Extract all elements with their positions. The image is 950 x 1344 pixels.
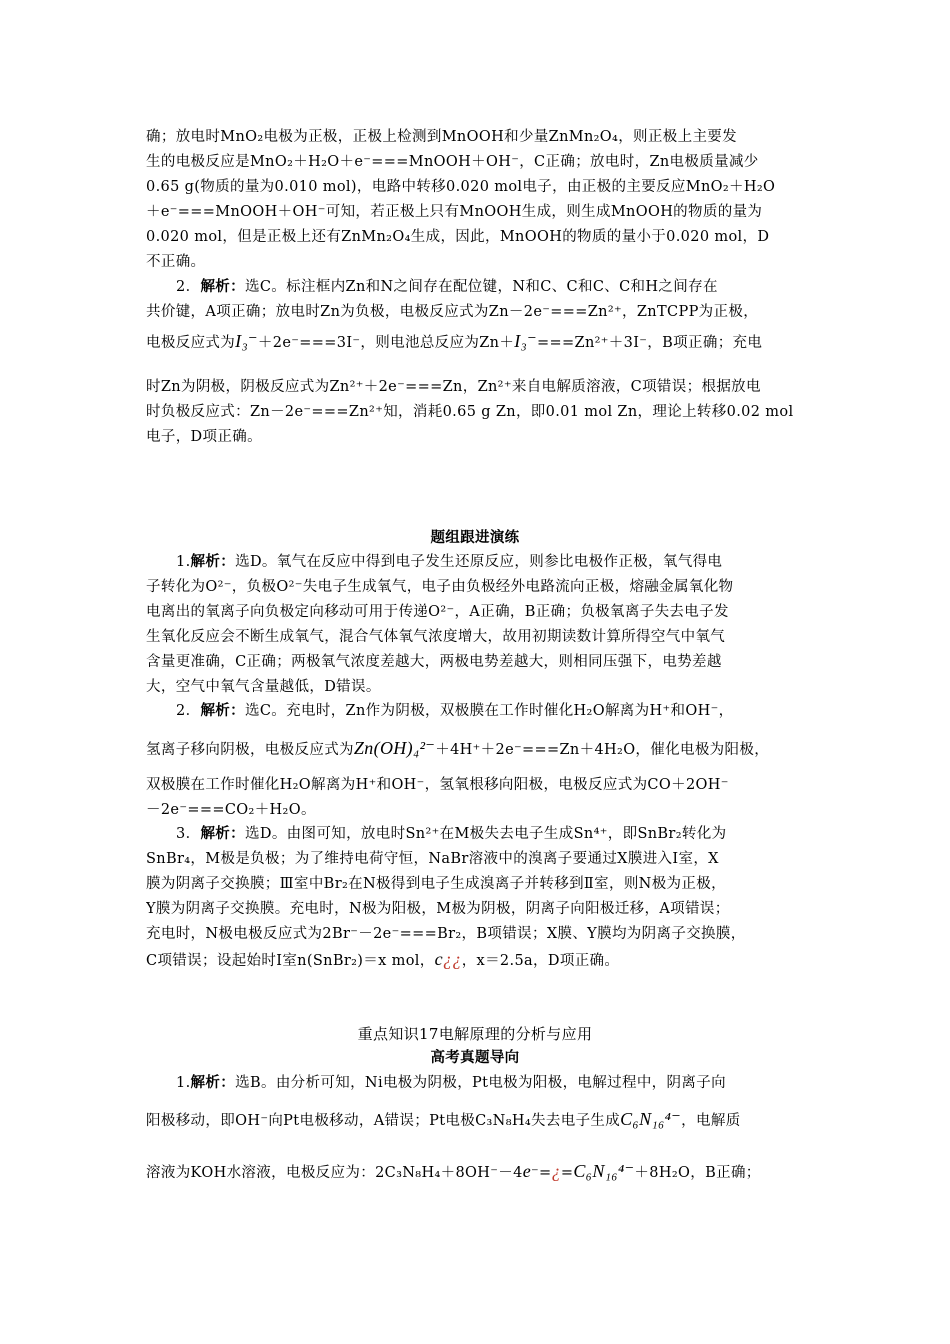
text-line: 溶液为KOH水溶液，电极反应为：2C₃N₈H₄＋8OH⁻－4e⁻=¿=C₆N₁₆⁴⁻＋8H₂O，B正确；: [146, 1161, 761, 1181]
garbled-glyph: ¿: [551, 1161, 561, 1181]
item-number: 1.: [176, 554, 191, 570]
triiodide-formula: I₃⁻: [235, 331, 258, 351]
triiodide-formula: I₃⁻: [514, 331, 538, 351]
text-line: 共价键，A项正确；放电时Zn为负极，电极反应式为Zn－2e⁻===Zn²⁺，ZnTCPP为正极，: [146, 304, 759, 320]
text-line: 阳极移动，即OH⁻向Pt电极移动，A错误；Pt电极C₃N₈H₄失去电子生成C₆N₁₆⁴⁻，电解质: [146, 1109, 741, 1129]
text-line: Y膜为阴离子交换膜。充电时，N极为阳极，M极为阴极，阴离子向阳极迁移，A项错误；: [146, 901, 730, 917]
text-line: 含量更准确，C正确；两极氧气浓度差越大，两极电势差越大，则相同压强下，电势差越: [146, 654, 722, 670]
zincate-formula: Zn(OH)₄²⁻: [353, 738, 436, 758]
analysis-label: 解析：: [200, 825, 245, 842]
text-line: 1.解析：选D。氧气在反应中得到电子发生还原反应，则参比电极作正极，氧气得电: [176, 553, 723, 570]
text-line: 充电时，N极电极反应式为2Br⁻－2e⁻===Br₂，B项错误；X膜、Y膜均为阴离子交换膜，: [146, 926, 746, 942]
text-line: 2．解析：选C。充电时，Zn作为阴极，双极膜在工作时催化H₂O解离为H⁺和OH⁻，: [176, 702, 734, 719]
text-line: 电离出的氧离子向负极定向移动可用于传递O²⁻，A正确，B正确；负极氧离子失去电子发: [146, 604, 729, 620]
item-number: 1.: [176, 1075, 191, 1091]
text-line: 时负极反应式：Zn－2e⁻===Zn²⁺知，消耗0.65 g Zn，即0.01 mol Zn，理论上转移0.02 mol: [146, 404, 794, 420]
text-line: 生的电极反应是MnO₂＋H₂O＋e⁻===MnOOH＋OH⁻，C正确；放电时，Zn电极质量减少: [146, 154, 759, 170]
text-line: 双极膜在工作时催化H₂O解离为H⁺和OH⁻，氢氧根移向阳极，电极反应式为CO＋2OH⁻: [146, 777, 729, 793]
text-line: 2．解析：选C。标注框内Zn和N之间存在配位键，N和C、C和C、C和H之间存在: [176, 278, 718, 295]
text-line: 不正确。: [146, 254, 206, 270]
text-line: 氢离子移向阴极，电极反应式为Zn(OH)₄²⁻＋4H⁺＋2e⁻===Zn＋4H₂O，催化电极为阳极，: [146, 738, 770, 758]
c-symbol: c: [434, 949, 443, 969]
c6n16-formula: C₆N₁₆⁴⁻: [573, 1161, 635, 1181]
text-line: 电子，D项正确。: [146, 429, 262, 445]
garbled-glyph: ¿¿: [443, 949, 462, 969]
analysis-label: 解析：: [200, 702, 245, 719]
analysis-label: 解析：: [190, 1074, 236, 1091]
text-line: －2e⁻===CO₂＋H₂O。: [146, 802, 316, 818]
electron-symbol: e: [522, 1161, 532, 1181]
section-title: 题组跟进演练: [430, 530, 520, 546]
item-number: 2．: [176, 279, 201, 295]
text-line: 0.020 mol，但是正极上还有ZnMn₂O₄生成，因此，MnOOH的物质的量小于0.020 mol，D: [146, 229, 770, 245]
text-line: 时Zn为阴极，阴极反应式为Zn²⁺＋2e⁻===Zn，Zn²⁺来自电解质溶液，C项错误；根据放电: [146, 379, 761, 395]
item-number: 3．: [176, 826, 201, 842]
text-line: 大，空气中氧气含量越低，D错误。: [146, 679, 381, 695]
analysis-label: 解析：: [190, 553, 236, 570]
text-line: 子转化为O²⁻，负极O²⁻失电子生成氧气，电子由负极经外电路流向正极，熔融金属氧化物: [146, 579, 734, 595]
text-line: 电极反应式为I₃⁻＋2e⁻===3I⁻，则电池总反应为Zn＋I₃⁻===Zn²⁺＋3I⁻，B项正确；充电: [146, 331, 763, 351]
text-line: 0.65 g(物质的量为0.010 mol)，电路中转移0.020 mol电子，由正极的主要反应MnO₂＋H₂O: [146, 179, 776, 195]
item-number: 2．: [176, 703, 201, 719]
text-line: 生氧化反应会不断生成氧气，混合气体氧气浓度增大，故用初期读数计算所得空气中氧气: [146, 629, 726, 645]
text-line: 确；放电时MnO₂电极为正极，正极上检测到MnOOH和少量ZnMn₂O₄，则正极上主要发: [146, 129, 738, 145]
text-line: 1.解析：选B。由分析可知，Ni电极为阴极，Pt电极为阳极，电解过程中，阴离子向: [176, 1074, 726, 1091]
text-line: ＋e⁻===MnOOH＋OH⁻可知，若正极上只有MnOOH生成，则生成MnOOH的物质的量为: [146, 204, 763, 220]
section-subtitle: 高考真题导向: [430, 1050, 520, 1066]
text-line: C项错误；设起始时Ⅰ室n(SnBr₂)＝x mol，c¿¿，x＝2.5a，D项正确。: [146, 949, 620, 969]
text-line: 膜为阴离子交换膜；Ⅲ室中Br₂在N极得到电子生成溴离子并转移到Ⅱ室，则N极为正极，: [146, 876, 726, 892]
c6n16-formula: C₆N₁₆⁴⁻: [620, 1109, 682, 1129]
analysis-label: 解析：: [200, 278, 245, 295]
section-title: 重点知识17电解原理的分析与应用: [357, 1025, 593, 1043]
text-line: 3．解析：选D。由图可知，放电时Sn²⁺在M极失去电子生成Sn⁴⁺，即SnBr₂转化为: [176, 825, 727, 842]
text-line: SnBr₄，M极是负极；为了维持电荷守恒，NaBr溶液中的溴离子要通过X膜进入Ⅰ室，X: [146, 851, 719, 867]
